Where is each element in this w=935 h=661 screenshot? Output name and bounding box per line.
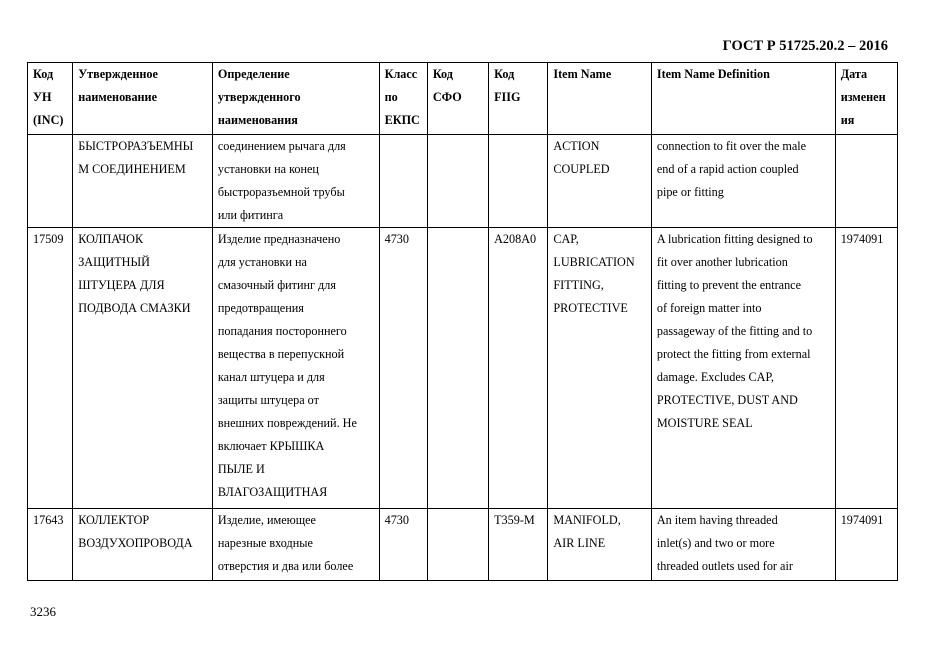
cell-date: 1974091 <box>835 509 897 581</box>
header-approved-name: Утвержденное наименование <box>73 63 213 135</box>
header-name-definition: Определение утвержденного наименования <box>212 63 379 135</box>
cell-item-name: ACTION COUPLED <box>548 135 651 228</box>
cell-item-definition: A lubrication fitting designed to fit over another lubrication fitting to prevent the entrance of foreign matter into passageway of the fitting and to protect the fitting from external damage. Excludes CAP, PROTECTIVE, DUST AND MOISTURE SEAL <box>651 228 835 509</box>
cell-name-ru: КОЛПАЧОК ЗАЩИТНЫЙ ШТУЦЕРА ДЛЯ ПОДВОДА СМАЗКИ <box>73 228 213 509</box>
cell-inc <box>28 135 73 228</box>
cell-sfo <box>427 135 488 228</box>
cell-inc: 17509 <box>28 228 73 509</box>
table-row <box>28 509 898 581</box>
header-item-definition: Item Name Definition <box>651 63 835 135</box>
cell-definition-ru: Изделие, имеющее нарезные входные отверстия и два или более <box>212 509 379 581</box>
table-row <box>28 228 898 509</box>
cell-item-definition: An item having threaded inlet(s) and two or more threaded outlets used for air <box>651 509 835 581</box>
cell-date <box>835 135 897 228</box>
cell-sfo <box>427 509 488 581</box>
cell-date: 1974091 <box>835 228 897 509</box>
catalog-table <box>27 62 898 581</box>
cell-fiig <box>489 135 548 228</box>
header-item-name: Item Name <box>548 63 651 135</box>
header-inc: Код УН (INC) <box>28 63 73 135</box>
table-header-row <box>28 63 898 135</box>
cell-class: 4730 <box>379 228 427 509</box>
cell-fiig: A208A0 <box>489 228 548 509</box>
page-number: 3236 <box>30 604 56 619</box>
cell-definition-ru: соединением рычага для установки на конец быстроразъемной трубы или фитинга <box>212 135 379 228</box>
cell-name-ru: КОЛЛЕКТОР ВОЗДУХОПРОВОДА <box>73 509 213 581</box>
table-row <box>28 135 898 228</box>
header-class: Класс по ЕКПС <box>379 63 427 135</box>
header-change-date: Дата изменен ия <box>835 63 897 135</box>
cell-definition-ru: Изделие предназначено для установки на смазочный фитинг для предотвращения попадания постороннего вещества в перепускной канал штуцера и для защиты штуцера от внешних повреждений. Не включает КРЫШКА ПЫЛЕ И ВЛАГОЗАЩИТНАЯ <box>212 228 379 509</box>
cell-sfo <box>427 228 488 509</box>
cell-item-definition: connection to fit over the male end of a rapid action coupled pipe or fitting <box>651 135 835 228</box>
document-title: ГОСТ Р 51725.20.2 – 2016 <box>722 38 888 54</box>
header-sfo: Код СФО <box>427 63 488 135</box>
cell-name-ru: БЫСТРОРАЗЪЕМНЫ М СОЕДИНЕНИЕМ <box>73 135 213 228</box>
cell-class <box>379 135 427 228</box>
cell-item-name: MANIFOLD, AIR LINE <box>548 509 651 581</box>
header-fiig: Код FIIG <box>489 63 548 135</box>
cell-class: 4730 <box>379 509 427 581</box>
cell-fiig: T359-M <box>489 509 548 581</box>
cell-item-name: CAP, LUBRICATION FITTING, PROTECTIVE <box>548 228 651 509</box>
cell-inc: 17643 <box>28 509 73 581</box>
